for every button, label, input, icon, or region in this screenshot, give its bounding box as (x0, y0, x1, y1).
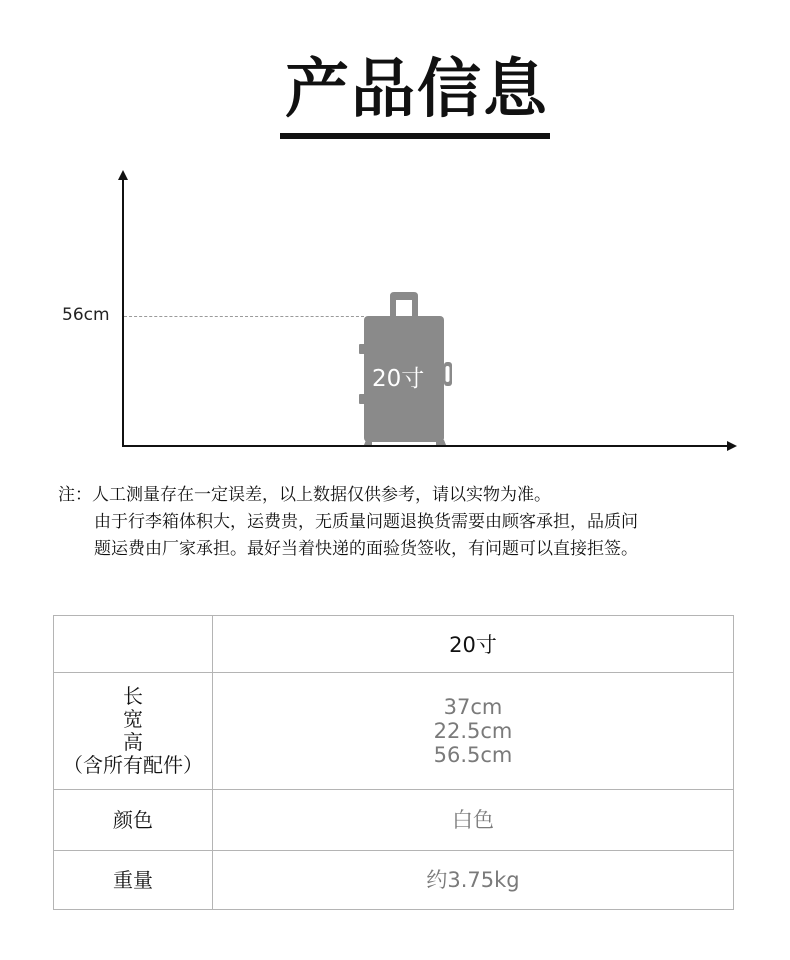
color-value-cell: 白色 (213, 790, 734, 851)
height-guide-line (124, 316, 364, 317)
disclaimer-note (58, 482, 638, 563)
weight-label-cell: 重量 (54, 851, 213, 910)
table-row (54, 790, 734, 851)
height-label: 高 (123, 730, 143, 754)
table-row (54, 851, 734, 910)
table-row (54, 673, 734, 790)
header-size-cell: 20寸 (213, 616, 734, 673)
y-axis (122, 178, 124, 446)
note-line: 由于行李箱体积大，运费贵，无质量问题退换货需要由顾客承担，品质问 (94, 512, 638, 532)
suitcase-size-label: 20寸 (372, 366, 425, 392)
height-value: 56.5cm (433, 743, 513, 767)
title-underline (280, 133, 550, 139)
page-title: 产品信息 (285, 53, 549, 127)
includes-accessories-label: （含所有配件） (63, 753, 203, 777)
height-label: 56cm (62, 305, 110, 325)
note-line: 题运费由厂家承担。最好当着快递的面验货签收，有问题可以直接拒签。 (94, 539, 638, 559)
spec-table (53, 615, 734, 910)
x-axis-arrow (727, 441, 737, 451)
dimensions-label-cell (54, 673, 213, 790)
width-value: 22.5cm (433, 719, 513, 743)
table-row (54, 616, 734, 673)
length-value: 37cm (443, 695, 503, 719)
length-label: 长 (123, 684, 143, 708)
color-label-cell: 颜色 (54, 790, 213, 851)
header-label-cell (54, 616, 213, 673)
weight-value-cell: 约3.75kg (213, 851, 734, 910)
dimensions-value-cell (213, 673, 734, 790)
width-label: 宽 (123, 707, 143, 731)
note-line: 注：人工测量存在一定误差，以上数据仅供参考，请以实物为准。 (58, 485, 551, 505)
